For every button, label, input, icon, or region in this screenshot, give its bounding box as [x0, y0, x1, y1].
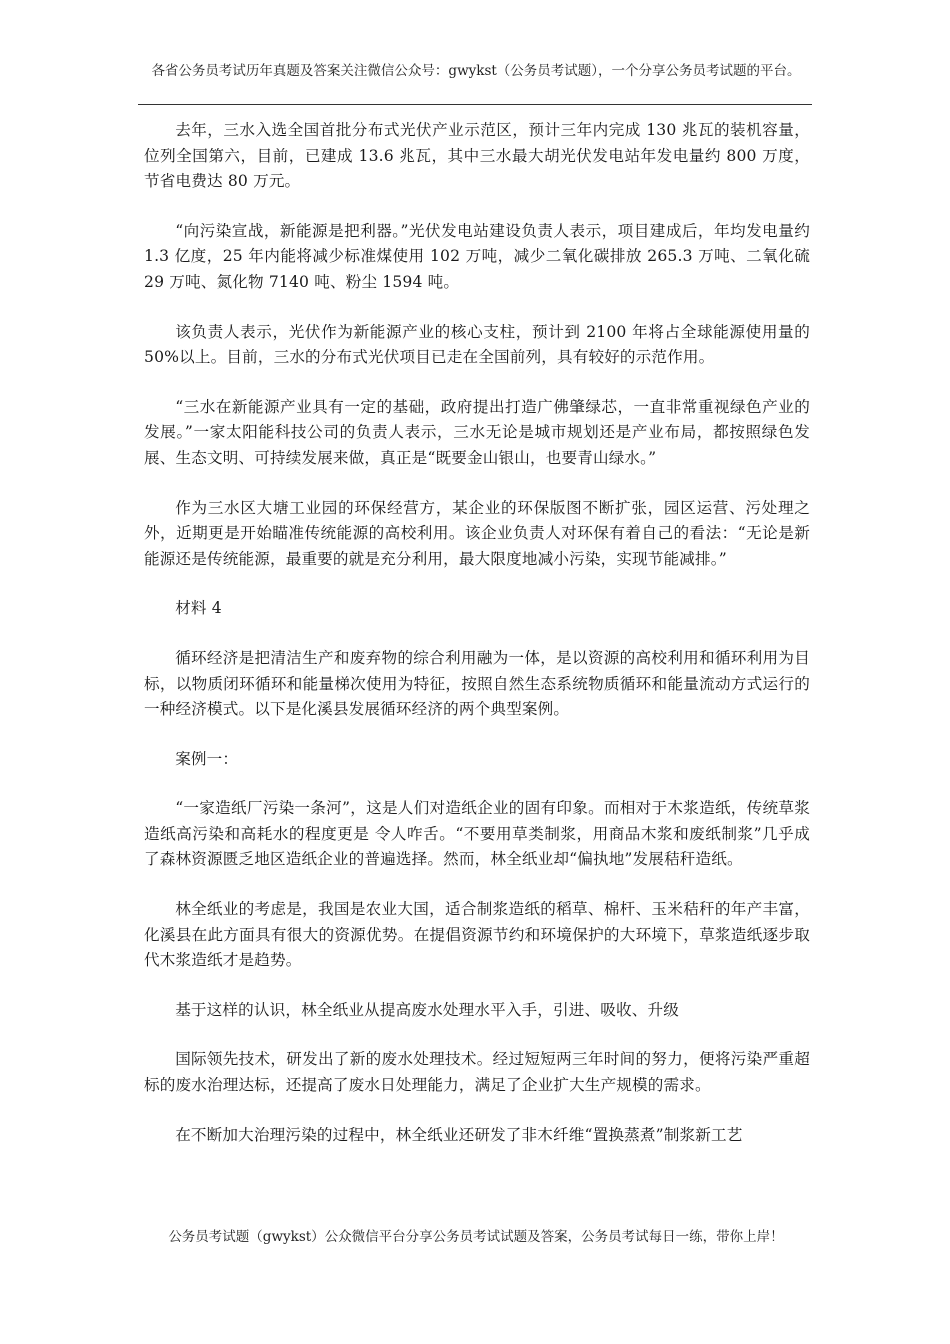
case-heading: 案例一： — [175, 749, 239, 768]
paragraph: 去年，三水入选全国首批分布式光伏产业示范区，预计三年内完成 130 兆瓦的装机容量，位列全国第六，目前，已建成 13.6 兆瓦，其中三水最大胡光伏发电站年发电量约 800 万度，节省电费达 80 万元。 — [144, 121, 810, 191]
page-footer: 公务员考试题（gwykst）公众微信平台分享公务员考试试题及答案，公务员考试每日一练，带你上岸！ — [168, 1229, 784, 1245]
paragraph: 该负责人表示，光伏作为新能源产业的核心支柱，预计到 2100 年将占全球能源使用量的 50%以上。目前，三水的分布式光伏项目已走在全国前列，具有较好的示范作用。 — [144, 322, 810, 367]
section-heading: 材料 4 — [175, 599, 222, 618]
page-header: 各省公务员考试历年真题及答案关注微信公众号：gwykst（公务员考试题），一个分享公务员考试题的平台。 — [151, 63, 801, 79]
paragraph: 作为三水区大塘工业园的环保经营方，某企业的环保版图不断扩张，园区运营、污处理之外，近期更是开始瞄准传统能源的高校利用。该企业负责人对环保有着自己的看法：“无论是新能源还是传统能源，最重要的就是充分利用，最大限度地减小污染，实现节能减排。” — [144, 498, 810, 568]
document-body — [144, 118, 810, 1148]
paragraph: 循环经济是把清洁生产和废弃物的综合利用融为一体，是以资源的高校利用和循环利用为目标，以物质闭环循环和能量梯次使用为特征，按照自然生态系统物质循环和能量流动方式运行的一种经济模式。以下是化溪县发展循环经济的两个典型案例。 — [144, 648, 810, 719]
paragraph: “一家造纸厂污染一条河”，这是人们对造纸企业的固有印象。而相对于木浆造纸，传统草浆造纸高污染和高耗水的程度更是 令人咋舌。“不要用草类制浆，用商品木浆和废纸制浆”几乎成了森林资源匮乏地区造纸企业的普遍选择。然而，林全纸业却“偏执地”发展秸秆造纸。 — [144, 799, 810, 869]
paragraph: 国际领先技术，研发出了新的废水处理技术。经过短短两三年时间的努力，便将污染严重超标的废水治理达标，还提高了废水日处理能力，满足了企业扩大生产规模的需求。 — [144, 1050, 810, 1095]
paragraph: “三水在新能源产业具有一定的基础，政府提出打造广佛肇绿芯，一直非常重视绿色产业的发展。”一家太阳能科技公司的负责人表示，三水无论是城市规划还是产业布局，都按照绿色发展、生态文明、可持续发展来做，真正是“既要金山银山，也要青山绿水。” — [144, 397, 810, 467]
paragraph: 在不断加大治理污染的过程中，林全纸业还研发了非木纤维“置换蒸煮”制浆新工艺 — [175, 1125, 743, 1144]
header-divider — [138, 104, 812, 105]
paragraph: “向污染宣战，新能源是把利器。”光伏发电站建设负责人表示，项目建成后，年均发电量约 1.3 亿度，25 年内能将减少标准煤使用 102 万吨，减少二氧化碳排放 265.3 万吨、二氧化硫 29 万吨、氮化物 7140 吨、粉尘 1594 吨。 — [144, 221, 810, 291]
paragraph: 基于这样的认识，林全纸业从提高废水处理水平入手，引进、吸收、升级 — [175, 1000, 679, 1019]
paragraph: 林全纸业的考虑是，我国是农业大国，适合制浆造纸的稻草、棉杆、玉米秸秆的年产丰富，化溪县在此方面具有很大的资源优势。在提倡资源节约和环境保护的大环境下，草浆造纸逐步取代木浆造纸才是趋势。 — [144, 900, 810, 970]
